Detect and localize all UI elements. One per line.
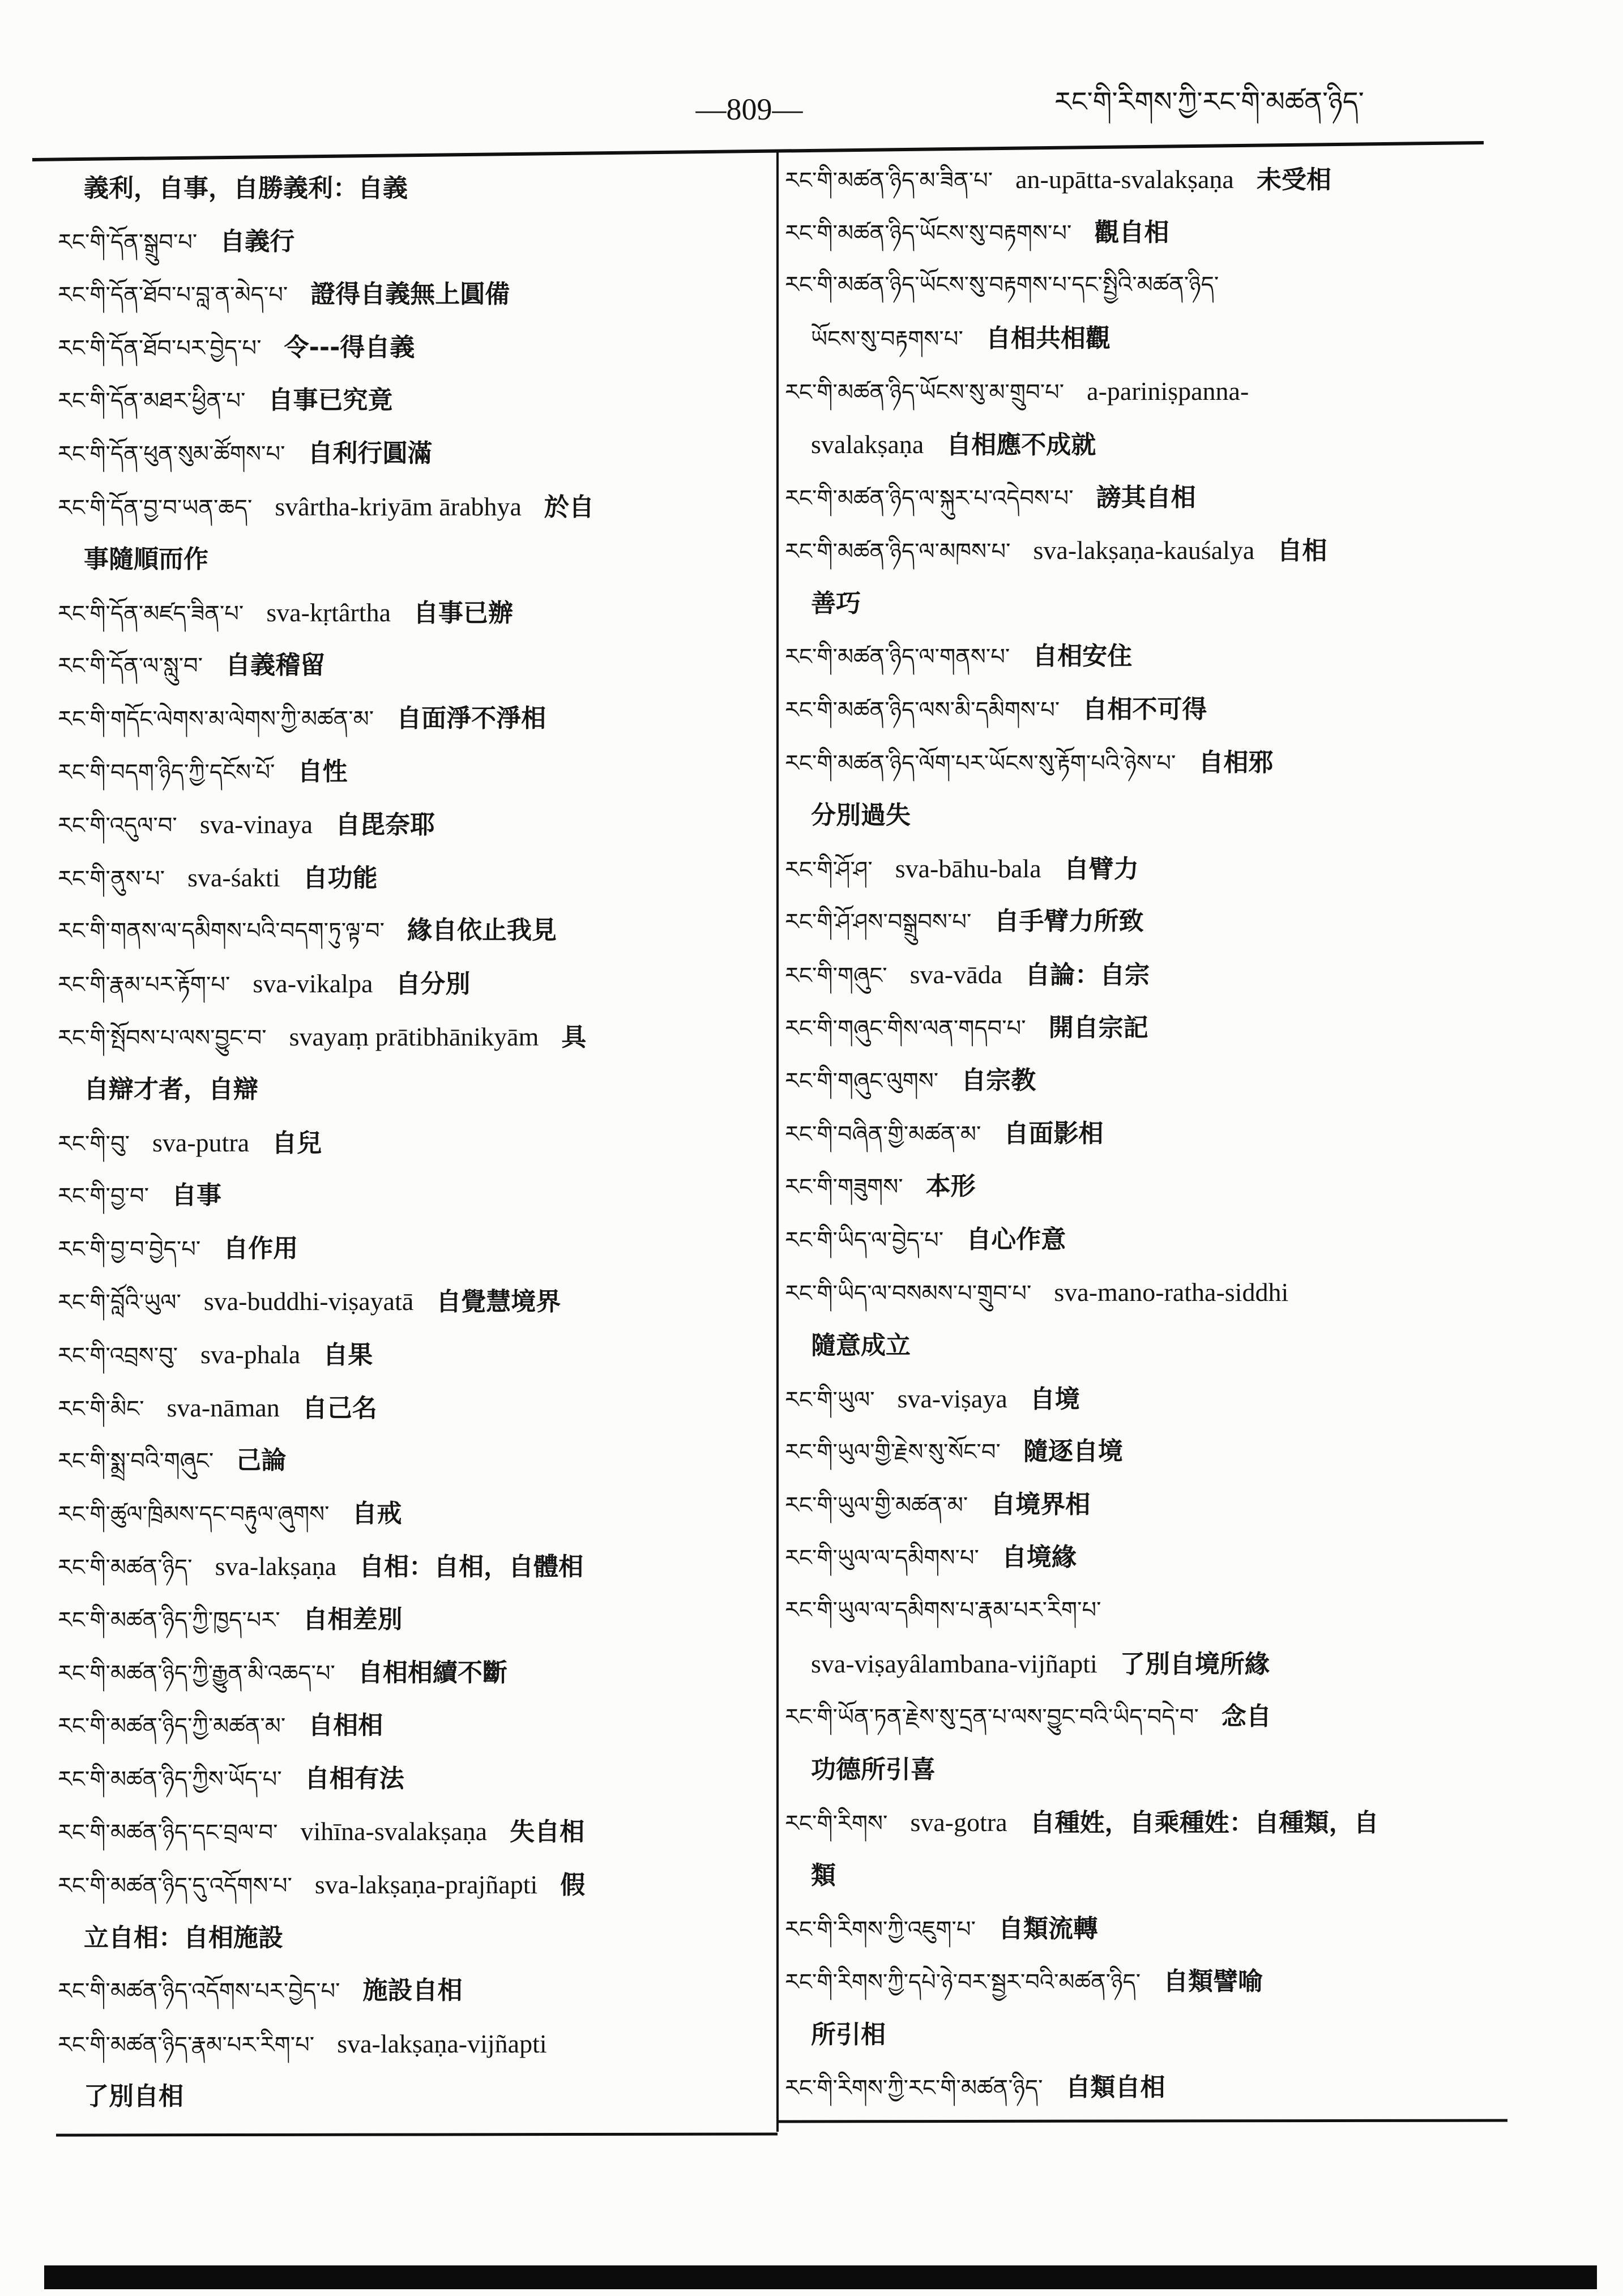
tibetan-term: རང་གི་མཚན་ཉིད་ཀྱི་མཚན་མ་ [58,1713,286,1740]
tibetan-term: རང་གི་མཚན་ཉིད་ཀྱིས་ཡོད་པ་ [58,1766,282,1793]
sanskrit-term: svayaṃ prātibhānikyām [289,1022,539,1051]
dict-line [785,1531,1598,1584]
sanskrit-term: sva-lakṣaṇa [215,1552,337,1581]
sanskrit-term: sva-viṣayâlambana-vijñapti [811,1649,1097,1678]
dict-line [785,471,1598,524]
dict-line [58,268,770,321]
chinese-gloss: 分別過失 [811,801,911,830]
chinese-gloss: 自事已究竟 [268,386,393,415]
tibetan-term: རང་གི་མཚན་ཉིད་ཀྱི་ཁྱད་པར་ [58,1607,280,1634]
dict-line [785,1796,1598,1849]
tibetan-term: རང་གི་རྣམ་པར་རྟོག་པ་ [58,971,230,998]
tibetan-term: རང་གི་མཚན་ཉིད་ལས་མི་དམིགས་པ་ [785,697,1060,723]
tibetan-term: རང་གི་བཞིན་གྱི་མཚན་མ་ [785,1121,981,1147]
tibetan-term: རང་གི་དོན་ཕུན་སུམ་ཚོགས་པ་ [58,441,285,467]
sanskrit-term: sva-buddhi-viṣayatā [203,1287,414,1316]
dict-line [785,1902,1598,1956]
chinese-gloss: 自宗教 [961,1066,1036,1095]
chinese-gloss: 自相相 [308,1711,383,1740]
chinese-gloss: 自義行 [220,227,295,256]
tibetan-term: རང་གི་མཚན་ཉིད་དང་བྲལ་བ་ [58,1820,278,1846]
dict-line [58,1222,770,1275]
chinese-gloss: 自境緣 [1001,1543,1077,1572]
chinese-gloss: 自心作意 [966,1224,1066,1254]
chinese-gloss: 自手臂力所致 [994,907,1144,936]
chinese-gloss: 本形 [925,1172,976,1201]
chinese-gloss: 自境界相 [990,1490,1091,1519]
tibetan-term: རང་གི་གཞུང་གིས་ལན་གདབ་པ་ [785,1015,1026,1042]
dict-line [58,692,770,745]
dict-line-continuation [58,2070,770,2123]
sanskrit-term: sva-śakti [187,863,280,892]
dict-line [785,206,1598,259]
dict-line [58,851,770,904]
tibetan-term: རང་གི་ཚུལ་ཁྲིམས་དང་བརྟུལ་ཞུགས་ [58,1501,330,1527]
dict-line-continuation [785,1637,1598,1691]
right-column [785,153,1598,2118]
chinese-gloss: 自分別 [395,969,471,998]
dict-line [58,1434,770,1487]
scan-edge-bar [44,2265,1597,2289]
sanskrit-term: sva-vinaya [199,810,313,839]
dict-line [58,957,770,1010]
chinese-gloss: 自功能 [302,863,378,893]
dict-line [785,1478,1598,1531]
dict-line [58,2017,770,2071]
tibetan-term: རང་གི་བྱ་བ་ [58,1183,150,1210]
chinese-gloss: 念自 [1221,1702,1271,1731]
tibetan-term: རང་གི་རིགས་ཀྱི་འཇུག་པ་ [785,1916,976,1943]
chinese-gloss: 自相不可得 [1082,694,1207,724]
dict-line [58,215,770,268]
dict-line [785,683,1598,736]
dict-line-continuation [785,418,1598,471]
dict-line [58,1646,770,1700]
chinese-gloss: 自相邪 [1198,748,1274,777]
chinese-gloss: 緣自依止我見 [407,916,557,945]
sanskrit-term: sva-lakṣaṇa-kauśalya [1033,536,1255,565]
dict-line-continuation [58,162,770,215]
sanskrit-term: sva-bāhu-bala [895,853,1041,883]
chinese-gloss: 自相有法 [304,1764,404,1793]
chinese-gloss: 自類自相 [1065,2073,1165,2102]
dict-line [58,1275,770,1328]
dict-line [785,1213,1598,1266]
tibetan-term: རང་གི་ཡོན་ཏན་རྗེས་སུ་དྲན་པ་ལས་བྱུང་བའི་ཡིད་བདེ་བ་ [785,1704,1199,1731]
dict-line [58,1699,770,1752]
sanskrit-term: an-upātta-svalakṣaṇa [1015,165,1234,194]
dict-line [58,798,770,851]
dict-line [785,736,1598,789]
dict-line [785,1584,1598,1637]
chinese-gloss: 令---得自義 [284,332,415,362]
tibetan-term: རང་གི་ནུས་པ་ [58,865,165,892]
chinese-gloss: 未受相 [1256,165,1331,194]
dict-line [58,1858,770,1911]
dict-line [58,1805,770,1858]
tibetan-term: རང་གི་རིགས་ [785,1811,888,1837]
tibetan-term: རང་གི་མིང་ [58,1395,144,1422]
chinese-gloss: 自相應不成就 [946,430,1096,459]
tibetan-term: རང་གི་གཟུགས་ [785,1174,903,1201]
chinese-gloss: 失自相 [510,1817,585,1847]
chinese-gloss: 自義稽留 [225,651,326,680]
dict-line-continuation [58,533,770,586]
chinese-gloss: 具 [561,1022,587,1052]
chinese-gloss: 自相相續不斷 [357,1658,507,1687]
sanskrit-term: sva-vāda [909,959,1003,989]
chinese-gloss: 自果 [323,1341,373,1370]
chinese-gloss: 自利行圓滿 [307,438,433,468]
sanskrit-term: sva-mano-ratha-siddhi [1054,1278,1289,1307]
chinese-gloss: 自境 [1030,1384,1080,1414]
chinese-gloss: 自作用 [223,1234,298,1263]
dict-line [785,895,1598,948]
chinese-gloss: 自種姓，自乘種姓：自種類，自 [1030,1808,1379,1838]
chinese-gloss: 證得自義無上圓備 [310,280,510,309]
chinese-gloss: 自面淨不淨相 [396,703,546,733]
tibetan-term: རང་གི་བུ་ [58,1130,130,1157]
tibetan-term: རང་གི་བློའི་ཡུལ་ [58,1290,181,1316]
dict-line [58,904,770,957]
dict-line [58,1381,770,1435]
dict-line [58,639,770,692]
chinese-gloss: 自相 [1277,536,1327,566]
dict-line [785,1001,1598,1055]
chinese-gloss: 自相安住 [1032,642,1133,671]
dict-line [785,842,1598,895]
tibetan-term: རང་གི་ཡུལ་ [785,1386,875,1413]
dict-line [785,153,1598,206]
chinese-gloss: 施設自相 [362,1976,463,2005]
tibetan-term: རང་གི་མཚན་ཉིད་འདོགས་པར་བྱེད་པ་ [58,1978,340,2005]
chinese-gloss: 自兒 [272,1128,322,1158]
tibetan-term: རང་གི་བདག་ཉིད་ཀྱི་དངོས་པོ་ [58,759,275,786]
chinese-gloss: 了別自相 [84,2082,183,2111]
sanskrit-term: sva-lakṣaṇa-prajñapti [314,1870,538,1899]
dict-line [58,1540,770,1593]
dict-line [58,427,770,480]
dict-line-continuation [785,1849,1598,1902]
dict-line-continuation [58,1063,770,1116]
tibetan-term: རང་གི་འདུལ་བ་ [58,813,177,839]
tibetan-term: རང་གི་དོན་བྱ་བ་ཡན་ཆད་ [58,494,253,521]
tibetan-term: རང་གི་མཚན་ཉིད་མ་ཟིན་པ་ [785,168,993,194]
dict-line [58,1487,770,1540]
sanskrit-term: sva-phala [200,1340,301,1369]
dict-line [58,1010,770,1064]
chinese-gloss: 己論 [236,1446,287,1475]
chinese-gloss: 功德所引喜 [811,1755,936,1784]
dict-line [785,1425,1598,1478]
tibetan-term: རང་གི་མཚན་ཉིད་ཡོངས་སུ་བརྟགས་པ་དང་སྤྱིའི་མཚན་ཉིད་ [785,272,1219,298]
sanskrit-term: sva-putra [152,1128,250,1157]
tibetan-term: རང་གི་མཚན་ཉིད་ལོག་པར་ཡོངས་སུ་རྟོག་པའི་ཉེས་པ་ [785,750,1176,776]
page-number: —809— [695,92,803,126]
sanskrit-term: vihīna-svalakṣaṇa [300,1817,488,1846]
tibetan-term: རང་གི་ཡིད་ལ་བསམས་པ་གྲུབ་པ་ [785,1281,1032,1307]
chinese-gloss: 自毘奈耶 [335,810,435,840]
tibetan-term: རང་གི་དོན་ལ་སླུ་བ་ [58,653,203,680]
tibetan-term: རང་གི་ཡུལ་གྱི་མཚན་མ་ [785,1492,968,1518]
dict-line [58,1593,770,1646]
tibetan-term: རང་གི་མཚན་ཉིད་ཀྱི་རྒྱུན་མི་འཆད་པ་ [58,1660,335,1687]
dict-line [58,1964,770,2017]
chinese-gloss: 假 [560,1871,586,1900]
tibetan-term: རང་གི་སྨྲ་བའི་གཞུང་ [58,1448,214,1475]
dict-line [785,259,1598,312]
tibetan-term: རང་གི་ཡུལ་གྱི་རྗེས་སུ་སོང་བ་ [785,1439,1001,1466]
chinese-gloss: 善巧 [811,588,861,618]
tibetan-term: རང་གི་རིགས་ཀྱི་དཔེ་ཉེ་བར་སྦྱར་བའི་མཚན་ཉིད་ [785,1969,1141,1996]
dict-line-continuation [785,577,1598,630]
tibetan-term: རང་གི་བྱ་བ་བྱེད་པ་ [58,1236,201,1262]
chinese-gloss: 觀自相 [1094,217,1169,247]
chinese-gloss: 義利，自事，自勝義利：自義 [84,174,408,203]
sanskrit-term: sva-vikalpa [253,968,373,998]
dict-line-continuation [58,1911,770,1965]
chinese-gloss: 自類流轉 [998,1914,1098,1943]
dict-line [785,1372,1598,1426]
tibetan-term: རང་གི་ཡུལ་ལ་དམིགས་པ་རྣམ་པར་རིག་པ་ [785,1597,1101,1624]
chinese-gloss: 自面影相 [1003,1119,1104,1148]
chinese-gloss: 自辯才者，自辯 [84,1075,258,1104]
chinese-gloss: 類 [811,1861,836,1890]
chinese-gloss: 自相差別 [302,1605,403,1634]
dict-line-continuation [785,789,1598,842]
dict-line-continuation [785,312,1598,365]
chinese-gloss: 事隨順而作 [84,545,208,574]
tibetan-term: རང་གི་དོན་སྒྲུབ་པ་ [58,229,198,255]
tibetan-term: རང་གི་མཚན་ཉིད་ལ་མཁས་པ་ [785,539,1011,565]
dict-line-continuation [785,1319,1598,1372]
running-head: རང་གི་རིགས་ཀྱི་རང་གི་མཚན་ཉིད་ [1054,86,1364,118]
dict-line [58,1752,770,1806]
dict-line [785,2061,1598,2114]
dict-line-continuation [785,2008,1598,2062]
footer-rule-left [56,2134,778,2135]
tibetan-term: རང་གི་གཞུང་ [785,962,887,989]
chinese-gloss: 自己名 [302,1393,377,1423]
dict-line [58,321,770,374]
tibetan-term: རང་གི་སྤོབས་པ་ལས་བྱུང་བ་ [58,1025,267,1051]
dict-line [785,1107,1598,1160]
tibetan-term: རང་གི་དོན་ཐོབ་པ་བླ་ན་མེད་པ་ [58,282,288,309]
tibetan-term: ཡོངས་སུ་བརྟགས་པ་ [811,326,963,352]
dict-line [785,1955,1598,2008]
chinese-gloss: 隨逐自境 [1023,1437,1123,1466]
tibetan-term: རང་གི་འབྲས་བུ་ [58,1343,178,1369]
tibetan-term: རང་གི་མཚན་ཉིད་ལ་སྐུར་པ་འདེབས་པ་ [785,485,1074,511]
tibetan-term: རང་གི་གནས་ལ་དམིགས་པའི་བདག་ཏུ་ལྟ་བ་ [58,918,385,945]
tibetan-term: རང་གི་དོན་མཛད་ཟིན་པ་ [58,600,244,627]
sanskrit-term: sva-lakṣaṇa-vijñapti [337,2029,547,2058]
chinese-gloss: 自覺慧境界 [436,1287,561,1317]
tibetan-term: རང་གི་རིགས་ཀྱི་རང་གི་མཚན་ཉིད་ [785,2075,1043,2102]
tibetan-term: རང་གི་ཡུལ་ལ་དམིགས་པ་ [785,1545,979,1572]
chinese-gloss: 於自 [544,492,594,522]
tibetan-term: རང་གི་གདོང་ལེགས་མ་ལེགས་ཀྱི་མཚན་མ་ [58,706,374,732]
footer-rule-right [778,2120,1507,2122]
chinese-gloss: 自戒 [352,1499,402,1528]
dict-line [58,480,770,534]
dict-line [58,1116,770,1170]
chinese-gloss: 隨意成立 [811,1331,911,1360]
dict-line [785,1054,1598,1107]
chinese-gloss: 自臂力 [1064,854,1139,884]
chinese-gloss: 自相：自相，自體相 [359,1552,584,1582]
sanskrit-term: sva-nāman [166,1393,280,1422]
dict-line [785,1690,1598,1743]
sanskrit-term: sva-gotra [910,1808,1007,1837]
chinese-gloss: 自論：自宗 [1025,960,1150,989]
tibetan-term: རང་གི་མཚན་ཉིད་ཡོངས་སུ་མ་གྲུབ་པ་ [785,379,1065,406]
dict-line [785,948,1598,1001]
dict-line [58,586,770,639]
tibetan-term: རང་གི་མཚན་ཉིད་ཡོངས་སུ་བརྟགས་པ་ [785,220,1072,246]
chinese-gloss: 自性 [297,757,348,786]
tibetan-term: རང་གི་གཞུང་ལུགས་ [785,1068,939,1095]
dict-line [58,1169,770,1222]
tibetan-term: རང་གི་མཚན་ཉིད་རྣམ་པར་རིག་པ་ [58,2032,315,2058]
tibetan-term: རང་གི་དོན་མཐར་ཕྱིན་པ་ [58,388,246,415]
chinese-gloss: 謗其自相 [1096,483,1196,512]
sanskrit-term: sva-viṣaya [897,1384,1007,1413]
dict-line [785,630,1598,683]
chinese-gloss: 了別自境所緣 [1120,1649,1270,1679]
left-column [58,162,770,2127]
dict-line [785,524,1598,577]
dict-line [785,1160,1598,1213]
tibetan-term: རང་གི་ཤོ་ཤས་བསྒྲུབས་པ་ [785,909,972,936]
chinese-gloss: 自事 [172,1181,222,1210]
chinese-gloss: 自事已辦 [413,598,513,628]
chinese-gloss: 開自宗記 [1048,1013,1148,1042]
chinese-gloss: 自相共相觀 [985,323,1111,353]
tibetan-term: རང་གི་མཚན་ཉིད་ལ་གནས་པ་ [785,644,1010,671]
sanskrit-term: svârtha-kriyām ārabhya [275,492,522,521]
tibetan-term: རང་གི་དོན་ཐོབ་པར་བྱེད་པ་ [58,335,262,361]
sanskrit-term: a-pariniṣpanna- [1087,377,1249,406]
tibetan-term: རང་གི་མཚན་ཉིད་དུ་འདོགས་པ་ [58,1873,292,1899]
dict-line [58,374,770,427]
chinese-gloss: 自類譬喻 [1163,1967,1263,1996]
tibetan-term: རང་གི་མཚན་ཉིད་ [58,1555,193,1581]
chinese-gloss: 立自相：自相施設 [84,1923,283,1952]
dict-line-continuation [785,1743,1598,1796]
tibetan-term: རང་གི་ཤོ་ཤ་ [785,856,873,883]
dict-line [785,365,1598,418]
chinese-gloss: 所引相 [811,2020,886,2049]
dict-line [785,1266,1598,1319]
sanskrit-term: svalakṣaṇa [811,429,924,459]
dict-line [58,1328,770,1381]
dict-line [58,745,770,799]
sanskrit-term: sva-kṛtârtha [266,598,391,627]
tibetan-term: རང་གི་ཡིད་ལ་བྱེད་པ་ [785,1227,944,1253]
